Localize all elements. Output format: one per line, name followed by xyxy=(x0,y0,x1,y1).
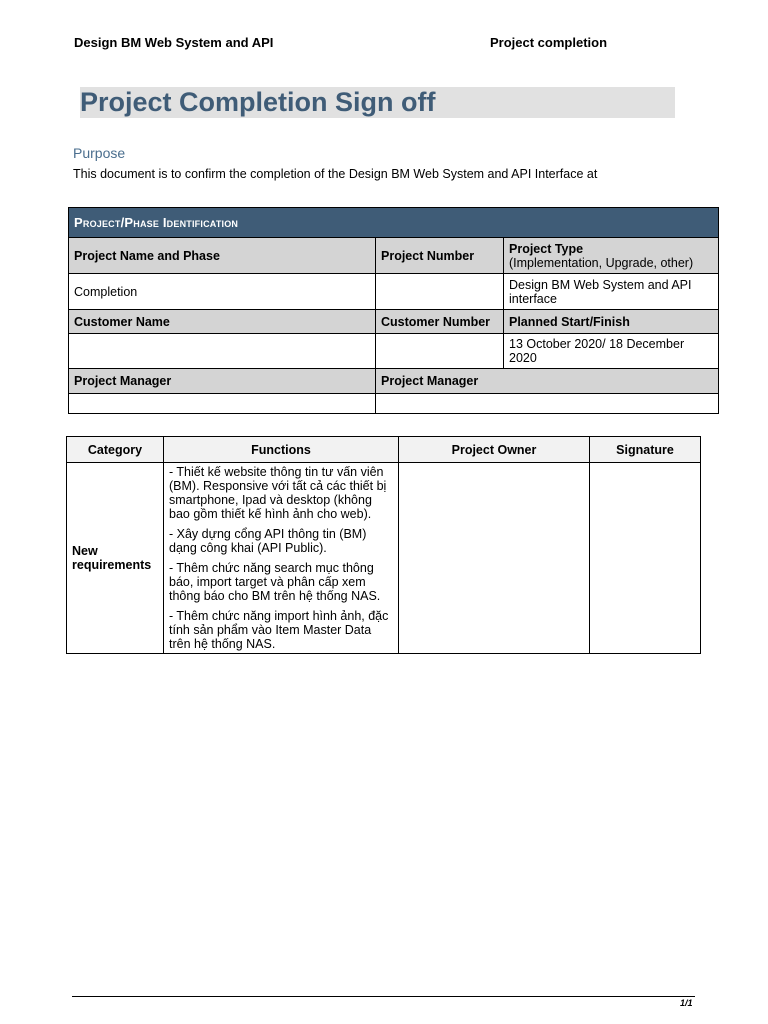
customer-name-value xyxy=(69,334,376,369)
category-header: Category xyxy=(67,437,164,463)
project-identification-table xyxy=(68,207,719,414)
project-number-label: Project Number xyxy=(376,238,504,274)
function-item: - Thêm chức năng import hình ảnh, đặc tính sản phẩm vào Item Master Data trên hệ thống NAS. xyxy=(169,609,389,651)
value-row xyxy=(69,334,719,369)
customer-number-value xyxy=(376,334,504,369)
customer-number-label: Customer Number xyxy=(376,310,504,334)
page-title: Project Completion Sign off xyxy=(80,87,436,117)
project-name-value: Completion xyxy=(69,274,376,310)
project-manager-label: Project Manager xyxy=(69,369,376,394)
identification-band: Project/Phase Identification xyxy=(69,208,719,238)
project-manager-value xyxy=(69,394,376,414)
project-type-subtitle: (Implementation, Upgrade, other) xyxy=(509,255,694,270)
function-item: - Xây dựng cổng API thông tin (BM) dạng công khai (API Public). xyxy=(169,527,367,555)
purpose-text: This document is to confirm the completion of the Design BM Web System and API Interface at xyxy=(73,167,598,181)
customer-name-label: Customer Name xyxy=(69,310,376,334)
project-manager-label-2: Project Manager xyxy=(376,369,719,394)
project-number-value xyxy=(376,274,504,310)
value-row xyxy=(69,274,719,310)
project-owner-header: Project Owner xyxy=(399,437,590,463)
label-row xyxy=(69,238,719,274)
table-row xyxy=(67,463,701,654)
project-type-title: Project Type xyxy=(509,241,584,256)
signature-header: Signature xyxy=(590,437,701,463)
functions-table xyxy=(66,436,701,654)
functions-header-row xyxy=(67,437,701,463)
signature-cell xyxy=(590,463,701,654)
value-row xyxy=(69,394,719,414)
function-item: - Thêm chức năng search mục thông báo, import target và phân cấp xem thông báo cho BM trên hệ thống NAS. xyxy=(169,561,381,603)
project-type-label xyxy=(504,238,719,274)
planned-start-finish-label: Planned Start/Finish xyxy=(504,310,719,334)
functions-cell xyxy=(164,463,399,654)
project-type-value: Design BM Web System and API interface xyxy=(504,274,719,310)
category-cell: New requirements xyxy=(67,463,164,654)
page-number: 1/1 xyxy=(680,998,693,1008)
functions-header: Functions xyxy=(164,437,399,463)
title-bar xyxy=(80,87,675,118)
header-document-title: Design BM Web System and API xyxy=(74,35,274,50)
label-row xyxy=(69,310,719,334)
footer-divider xyxy=(72,996,695,997)
planned-start-finish-value: 13 October 2020/ 18 December 2020 xyxy=(504,334,719,369)
label-row xyxy=(69,369,719,394)
identification-band-row xyxy=(69,208,719,238)
project-manager-value-2 xyxy=(376,394,719,414)
purpose-heading: Purpose xyxy=(73,145,126,161)
project-name-label: Project Name and Phase xyxy=(69,238,376,274)
function-item: - Thiết kế website thông tin tư vấn viên (BM). Responsive với tất cả các thiết bị smartphone, Ipad và desktop (không bao gồm thiết kế hình ảnh cho web). xyxy=(169,465,387,521)
project-owner-cell xyxy=(399,463,590,654)
header-section-title: Project completion xyxy=(490,35,608,50)
